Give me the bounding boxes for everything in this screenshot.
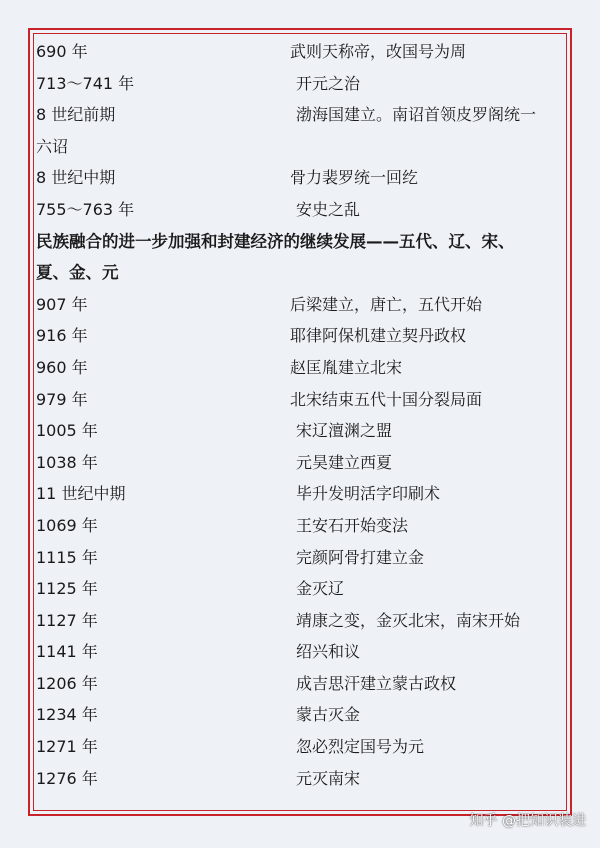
row-event: 耶律阿保机建立契丹政权 <box>290 326 467 346</box>
row-year: 1125 年 <box>36 579 98 599</box>
row-year: 713～741 年 <box>36 73 135 93</box>
row-year: 1127 年 <box>36 610 98 630</box>
row-year: 8 世纪前期 <box>36 105 116 125</box>
row-event: 骨力裴罗统一回纥 <box>290 168 419 188</box>
row-year: 1069 年 <box>36 515 98 535</box>
row-event: 元灭南宋 <box>296 768 361 788</box>
timeline-row <box>36 352 566 384</box>
timeline-row <box>36 415 566 447</box>
timeline-row <box>36 194 566 226</box>
row-event: 成吉思汗建立蒙古政权 <box>296 673 457 693</box>
row-year: 755～763 年 <box>36 199 135 219</box>
row-event: 开元之治 <box>296 73 361 93</box>
row-event: 毕升发明活字印刷术 <box>296 484 441 504</box>
row-event: 绍兴和议 <box>296 642 361 662</box>
row-event: 蒙古灭金 <box>296 705 361 725</box>
row-event: 北宋结束五代十国分裂局面 <box>290 389 483 409</box>
timeline-row <box>36 68 566 100</box>
timeline-row <box>36 447 566 479</box>
row-year: 907 年 <box>36 294 88 314</box>
timeline-row <box>36 542 566 574</box>
timeline-row <box>36 289 566 321</box>
row-event: 赵匡胤建立北宋 <box>290 357 403 377</box>
row-event: 元昊建立西夏 <box>296 452 393 472</box>
timeline-row <box>36 699 566 731</box>
row-event: 忽必烈定国号为元 <box>296 737 425 757</box>
row-event: 宋辽澶渊之盟 <box>296 421 393 441</box>
row-continuation: 六诏 <box>36 136 69 156</box>
timeline-row <box>36 573 566 605</box>
timeline-row <box>36 99 566 131</box>
row-year: 1115 年 <box>36 547 98 567</box>
timeline-row <box>36 36 566 68</box>
timeline-row <box>36 162 566 194</box>
timeline-row <box>36 384 566 416</box>
watermark: 知乎 @把知识装进 <box>469 813 586 829</box>
section-heading: 夏、金、元 <box>36 263 119 283</box>
row-event: 后梁建立，唐亡，五代开始 <box>290 294 483 314</box>
timeline-row-continuation <box>36 131 566 163</box>
timeline-content <box>36 36 566 794</box>
row-year: 979 年 <box>36 389 88 409</box>
row-event: 金灭辽 <box>296 579 345 599</box>
row-year: 1141 年 <box>36 642 98 662</box>
row-year: 1271 年 <box>36 737 98 757</box>
row-event: 完颜阿骨打建立金 <box>296 547 425 567</box>
row-event: 武则天称帝，改国号为周 <box>290 42 467 61</box>
timeline-row <box>36 763 566 795</box>
row-year: 1038 年 <box>36 452 98 472</box>
row-event: 渤海国建立。南诏首领皮罗阁统一 <box>296 105 537 125</box>
row-year: 1005 年 <box>36 421 98 441</box>
timeline-row <box>36 478 566 510</box>
timeline-row <box>36 605 566 637</box>
row-year: 11 世纪中期 <box>36 484 126 504</box>
row-event: 靖康之变，金灭北宋，南宋开始 <box>296 610 521 630</box>
row-year: 690 年 <box>36 42 88 61</box>
row-year: 8 世纪中期 <box>36 168 116 188</box>
row-year: 960 年 <box>36 357 88 377</box>
timeline-row <box>36 320 566 352</box>
row-event: 王安石开始变法 <box>296 515 409 535</box>
row-year: 916 年 <box>36 326 88 346</box>
row-year: 1234 年 <box>36 705 98 725</box>
row-year: 1276 年 <box>36 768 98 788</box>
timeline-row <box>36 510 566 542</box>
row-year: 1206 年 <box>36 673 98 693</box>
timeline-row <box>36 668 566 700</box>
timeline-row <box>36 636 566 668</box>
timeline-row <box>36 731 566 763</box>
row-event: 安史之乱 <box>296 199 361 219</box>
section-heading: 民族融合的进一步加强和封建经济的继续发展——五代、辽、宋、 <box>36 231 515 251</box>
